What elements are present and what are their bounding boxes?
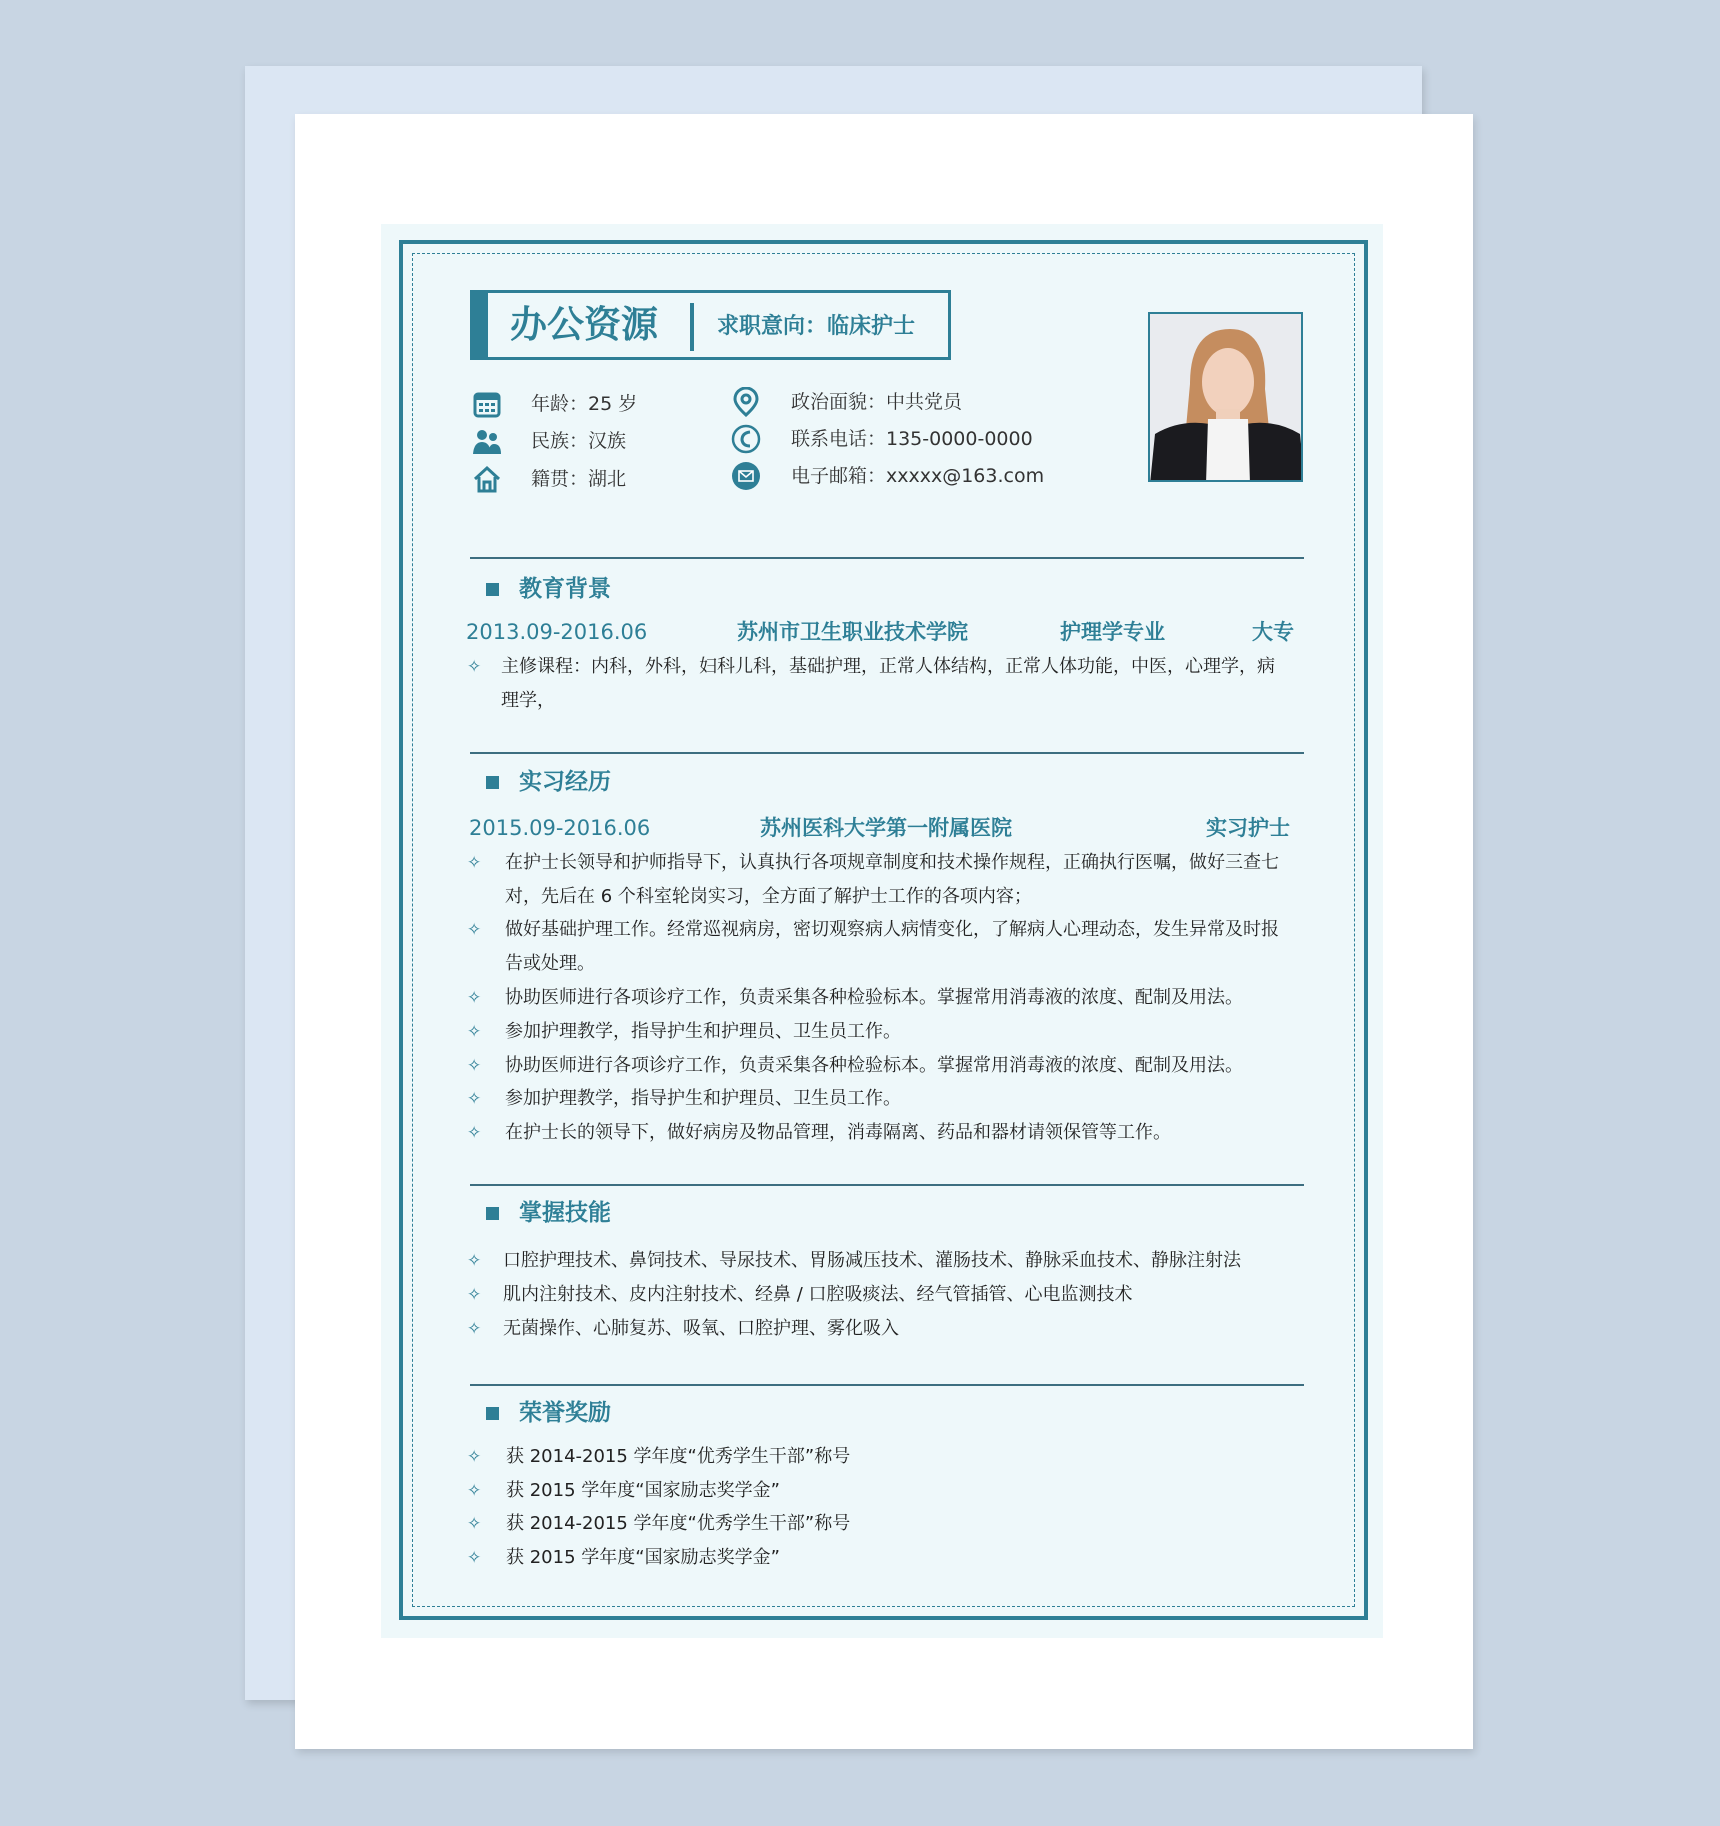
job-intent: 求职意向：临床护士 — [717, 314, 916, 339]
people-icon — [472, 426, 502, 456]
internship-item: 对，先后在 6 个科室轮岗实习，全方面了解护士工作的各项内容； — [505, 886, 1032, 907]
bullet-icon: ✧ — [467, 1056, 482, 1076]
bullet-icon: ✧ — [467, 1514, 482, 1534]
internship-item: 参加护理教学，指导护生和护理员、卫生员工作。 — [505, 1088, 901, 1109]
internship-item: 协助医师进行各项诊疗工作，负责采集各种检验标本。掌握常用消毒液的浓度、配制及用法。 — [505, 987, 1243, 1008]
age: 年龄：25 岁 — [531, 393, 638, 415]
location-pin-icon — [731, 387, 761, 417]
award-item: 获 2014-2015 学年度“优秀学生干部”称号 — [506, 1513, 851, 1534]
internship-date: 2015.09-2016.06 — [469, 816, 651, 840]
award-item: 获 2015 学年度“国家励志奖学金” — [506, 1480, 780, 1501]
bullet-icon: ✧ — [467, 1022, 482, 1042]
skill-item: 肌内注射技术、皮内注射技术、经鼻 / 口腔吸痰法、经气管插管、心电监测技术 — [503, 1284, 1133, 1305]
bullet-icon: ✧ — [467, 988, 482, 1008]
education-date: 2013.09-2016.06 — [466, 620, 648, 644]
section-marker — [486, 1407, 499, 1420]
education-major: 护理学专业 — [1060, 620, 1165, 644]
internship-item: 参加护理教学，指导护生和护理员、卫生员工作。 — [505, 1021, 901, 1042]
internship-hospital: 苏州医科大学第一附属医院 — [760, 816, 1012, 840]
skill-item: 无菌操作、心肺复苏、吸氧、口腔护理、雾化吸入 — [503, 1318, 899, 1339]
section-title-awards: 荣誉奖励 — [519, 1400, 611, 1426]
bullet-icon: ✧ — [467, 1285, 482, 1305]
bullet-icon: ✧ — [467, 657, 482, 677]
phone: 联系电话：135-0000-0000 — [791, 428, 1033, 450]
courses-text: 主修课程：内科，外科，妇科儿科，基础护理，正常人体结构，正常人体功能，中医，心理学，病 — [501, 656, 1275, 677]
political-status: 政治面貌：中共党员 — [791, 391, 963, 413]
home-icon — [472, 464, 502, 494]
bullet-icon: ✧ — [467, 920, 482, 940]
section-marker — [486, 776, 499, 789]
bullet-icon: ✧ — [467, 1251, 482, 1271]
section-marker — [486, 1207, 499, 1220]
ethnicity: 民族：汉族 — [531, 430, 627, 452]
award-item: 获 2014-2015 学年度“优秀学生干部”称号 — [506, 1446, 851, 1467]
internship-item: 在护士长领导和护师指导下，认真执行各项规章制度和技术操作规程，正确执行医嘱，做好三查七 — [505, 852, 1279, 873]
bullet-icon: ✧ — [467, 1548, 482, 1568]
education-school: 苏州市卫生职业技术学院 — [737, 620, 968, 644]
divider — [470, 557, 1304, 559]
title-separator — [690, 303, 694, 351]
calendar-icon — [472, 389, 502, 419]
phone-icon — [731, 424, 761, 454]
origin: 籍贯：湖北 — [531, 468, 627, 490]
skill-item: 口腔护理技术、鼻饲技术、导尿技术、胃肠减压技术、灌肠技术、静脉采血技术、静脉注射法 — [503, 1250, 1241, 1271]
section-title-education: 教育背景 — [519, 576, 611, 602]
section-title-internship: 实习经历 — [519, 769, 611, 795]
bullet-icon: ✧ — [467, 1319, 482, 1339]
internship-role: 实习护士 — [1206, 816, 1290, 840]
bullet-icon: ✧ — [467, 853, 482, 873]
divider — [470, 752, 1304, 754]
bullet-icon: ✧ — [467, 1123, 482, 1143]
bullet-icon: ✧ — [467, 1089, 482, 1109]
divider — [470, 1384, 1304, 1386]
email-icon — [731, 461, 761, 491]
applicant-name: 办公资源 — [510, 303, 658, 346]
internship-item: 告或处理。 — [505, 953, 595, 974]
divider — [470, 1184, 1304, 1186]
courses-text: 理学， — [501, 690, 555, 711]
education-degree: 大专 — [1252, 620, 1294, 644]
internship-item: 在护士长的领导下，做好病房及物品管理，消毒隔离、药品和器材请领保管等工作。 — [505, 1122, 1171, 1143]
email: 电子邮箱：xxxxx@163.com — [791, 465, 1045, 487]
internship-item: 协助医师进行各项诊疗工作，负责采集各种检验标本。掌握常用消毒液的浓度、配制及用法。 — [505, 1055, 1243, 1076]
award-item: 获 2015 学年度“国家励志奖学金” — [506, 1547, 780, 1568]
internship-item: 做好基础护理工作。经常巡视病房，密切观察病人病情变化，了解病人心理动态，发生异常及时报 — [505, 919, 1279, 940]
bullet-icon: ✧ — [467, 1447, 482, 1467]
bullet-icon: ✧ — [467, 1481, 482, 1501]
section-title-skills: 掌握技能 — [519, 1200, 611, 1226]
section-marker — [486, 583, 499, 596]
profile-photo — [1148, 312, 1303, 482]
